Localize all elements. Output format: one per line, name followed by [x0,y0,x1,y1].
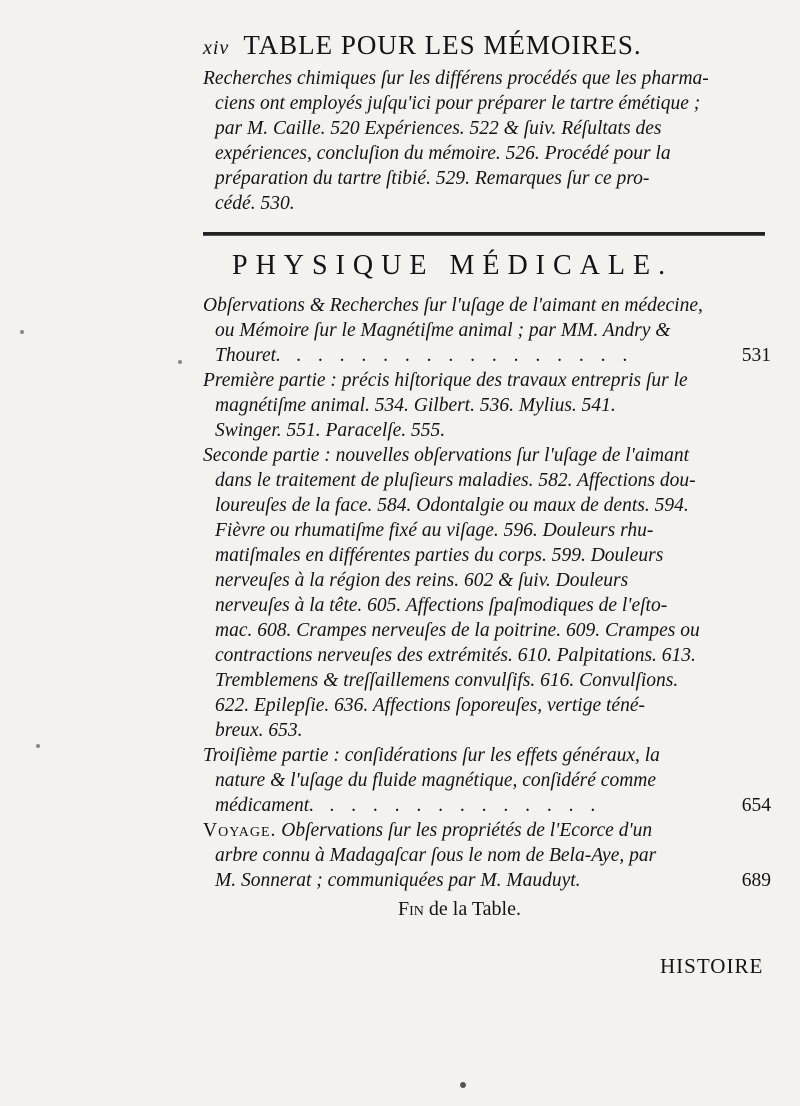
intro-line: ciens ont employés juſqu'ici pour préparer le tartre émétique ; [215,93,701,114]
entry-line: Swinger. 551. Paracelſe. 555. [215,420,446,441]
ink-spot [460,1082,466,1088]
entry-premiere-partie [203,368,771,443]
section-divider [203,232,765,236]
margin-speck [36,744,40,748]
entries-list [203,293,771,893]
entry-last-line [203,793,771,818]
entry-line: dans le traitement de pluſieurs maladies. 582. Affections dou- [215,470,696,491]
entry-line: Fièvre ou rhumatiſme fixé au viſage. 596. Douleurs rhu- [215,520,654,541]
entry-observations [203,293,771,368]
entry-text: M. Sonnerat ; communiquées par M. Mauduyt. [215,870,581,891]
entry-seconde-partie [203,443,771,743]
entry-line: contractions nerveuſes des extrémités. 610. Palpitations. 613. [215,645,696,666]
entry-last-line [203,868,771,893]
entry-line: Troiſième partie : conſidérations ſur les effets généraux, la [203,745,660,766]
entry-text: Obſervations ſur les propriétés de l'Ecorce d'un [281,820,653,841]
entry-text: Thouret. [215,345,281,366]
entry-text: médicament. [215,795,315,816]
entry-line: mac. 608. Crampes nerveuſes de la poitrine. 609. Crampes ou [215,620,700,641]
entry-line: breux. 653. [215,720,303,741]
entry-voyage [203,818,771,893]
dot-leader: . . . . . . . . . . . . . [318,795,602,816]
page-number: xiv [203,37,230,59]
entry-line: loureuſes de la face. 584. Odontalgie ou maux de dents. 594. [215,495,689,516]
margin-speck [20,330,24,334]
entry-line: Tremblemens & treſſaillemens convulſifs. 616. Convulſions. [215,670,679,691]
entry-line: Première partie : précis hiſtorique des travaux entrepris ſur le [203,370,688,391]
entry-last-line [203,343,771,368]
catchword: HISTOIRE [660,954,764,978]
entry-troisieme-partie [203,743,771,818]
intro-line: par M. Caille. 520 Expériences. 522 & ſuiv. Réſultats des [215,118,662,139]
entry-line: ou Mémoire ſur le Magnétiſme animal ; par MM. Andry & [215,320,671,341]
page-title: TABLE POUR LES MÉMOIRES. [243,30,642,60]
fin-rest: de la Table. [423,898,521,920]
intro-line: Recherches chimiques ſur les différens procédés que les pharma- [203,68,709,89]
entry-page: 531 [741,345,771,366]
entry-line: nature & l'uſage du fluide magnétique, conſidéré comme [215,770,657,791]
dot-leader: . . . . . . . . . . . . . . . . [285,345,634,366]
entry-line: arbre connu à Madagaſcar ſous le nom de Bela-Aye, par [215,845,657,866]
entry-line: Obſervations & Recherches ſur l'uſage de l'aimant en médecine, [203,295,703,316]
entry-line [203,818,771,843]
entry-label: Voyage. [203,820,277,841]
fin-word: Fin [398,898,424,920]
end-of-table [398,898,521,921]
entry-page: 689 [741,870,771,891]
section-title: PHYSIQUE MÉDICALE. [232,250,674,281]
intro-line: préparation du tartre ſtibié. 529. Remarques ſur ce pro- [215,168,650,189]
entry-line: 622. Epilepſie. 636. Affections ſoporeuſes, vertige téné- [215,695,645,716]
entry-line: magnétiſme animal. 534. Gilbert. 536. Mylius. 541. [215,395,616,416]
intro-entry [203,66,771,216]
margin-speck [178,360,182,364]
entry-line: nerveuſes à la région des reins. 602 & ſuiv. Douleurs [215,570,629,591]
entry-line: nerveuſes à la tête. 605. Affections ſpaſmodiques de l'eſto- [215,595,668,616]
intro-line: expériences, concluſion du mémoire. 526. Procédé pour la [215,143,671,164]
intro-line: cédé. 530. [215,193,295,214]
entry-line: matiſmales en différentes parties du corps. 599. Douleurs [215,545,664,566]
page-header [203,30,763,61]
entry-line: Seconde partie : nouvelles obſervations ſur l'uſage de l'aimant [203,445,689,466]
entry-page: 654 [741,795,771,816]
